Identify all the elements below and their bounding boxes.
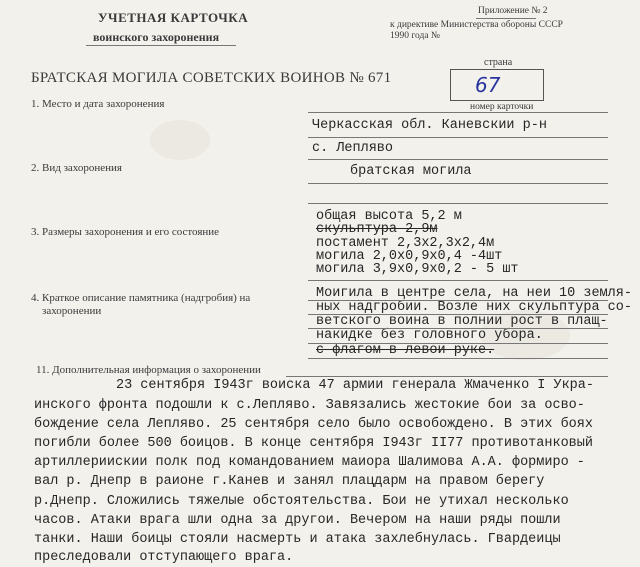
section-2-label: 2. Вид захоронения (31, 162, 122, 174)
card-number-box (450, 69, 544, 101)
dimension-graves-1: могила 2,0х0,9х0,4 -4шт (316, 249, 503, 264)
section-3-label: 3. Размеры захоронения и его состояние (31, 226, 220, 238)
body-line: танки. Наши боицы стояли насмерть и атака захлебнулась. Гвардеицы (34, 532, 561, 547)
body-line: погибли более 500 боицов. В конце сентября I943г II77 противотанковый (34, 436, 593, 451)
body-line: артиллериискии полк под командованием маиора Шалимова А.А. формиро - (34, 455, 585, 470)
rule (308, 183, 608, 184)
monument-description-5: с флагом в левои руке. (316, 343, 495, 358)
dimension-graves-2: могила 3,9х0,9х0,2 - 5 шт (316, 262, 519, 277)
directive-line-1: к директиве Министерства обороны СССР (390, 20, 563, 30)
rule (308, 112, 608, 113)
card-subtitle: воинского захоронения (93, 30, 220, 44)
card-number: 67 (475, 73, 501, 97)
burial-location-region: Черкасская обл. Каневскии р-н (312, 118, 547, 133)
monument-description-2: ных надгробии. Возле них скульптура со- (316, 300, 632, 315)
monument-description-3: ветского воина в полнии рост в плащ- (316, 314, 608, 329)
header-underline (86, 45, 236, 46)
rule (308, 314, 608, 315)
body-line: 23 сентября I943г воиска 47 армии генерала Жмаченко I Укра- (116, 378, 594, 393)
rule (286, 376, 608, 377)
rule (308, 300, 608, 301)
document-title: БРАТСКАЯ МОГИЛА СОВЕТСКИХ ВОИНОВ № 671 (31, 70, 392, 86)
burial-location-village: с. Лепляво (312, 141, 394, 156)
rule (308, 159, 608, 160)
directive-line-2: 1990 года № (390, 31, 441, 41)
section-11-label: 11. Дополнительная информация о захоронении (36, 364, 261, 376)
rule (308, 358, 608, 359)
section-1-label: 1. Место и дата захоронения (31, 98, 165, 110)
rule (308, 203, 608, 204)
rule (308, 137, 608, 138)
rule (308, 280, 608, 281)
body-line: часов. Атаки врага шли одна за другои. Вечером на наши ряды пошли (34, 513, 561, 528)
dimension-sculpture: скульптура 2,9м (316, 222, 438, 237)
directive-reference (390, 20, 563, 42)
monument-description-1: Моигила в центре села, на неи 10 земля- (316, 286, 632, 301)
paper-stain (150, 120, 210, 160)
country-label: страна (484, 57, 513, 68)
dimension-pedestal: постамент 2,3х2,3х2,4м (316, 236, 495, 251)
dimension-total-height: общая высота 5,2 м (316, 209, 462, 224)
body-line: р.Днепр. Сложились тяжелые обстоятельства. Бои не утихал несколько (34, 494, 569, 509)
body-line: преследовали отступающего врага. (34, 550, 294, 565)
burial-type: братская могила (350, 164, 472, 179)
card-title: УЧЕТНАЯ КАРТОЧКА (98, 10, 249, 25)
body-line: вал р. Днепр в раионе г.Канев и занял плацдарм на правом берегу (34, 474, 545, 489)
body-line: инского фронта подошли к с.Лепляво. Завязались жестокие бои за осво- (34, 398, 585, 413)
section-4-label-cont: захоронении (42, 305, 102, 317)
rule (308, 343, 608, 344)
rule (308, 328, 608, 329)
appendix-label: Приложение № 2 (478, 6, 548, 16)
card-number-label: номер карточки (470, 102, 534, 112)
section-4-label: 4. Краткое описание памятника (надгробия) на (31, 292, 251, 304)
appendix-underline (476, 18, 536, 19)
body-line: бождение села Лепляво. 25 сентября село было освобождено. В этих боях (34, 417, 593, 432)
monument-description-4: накидке без головного убора. (316, 328, 543, 343)
